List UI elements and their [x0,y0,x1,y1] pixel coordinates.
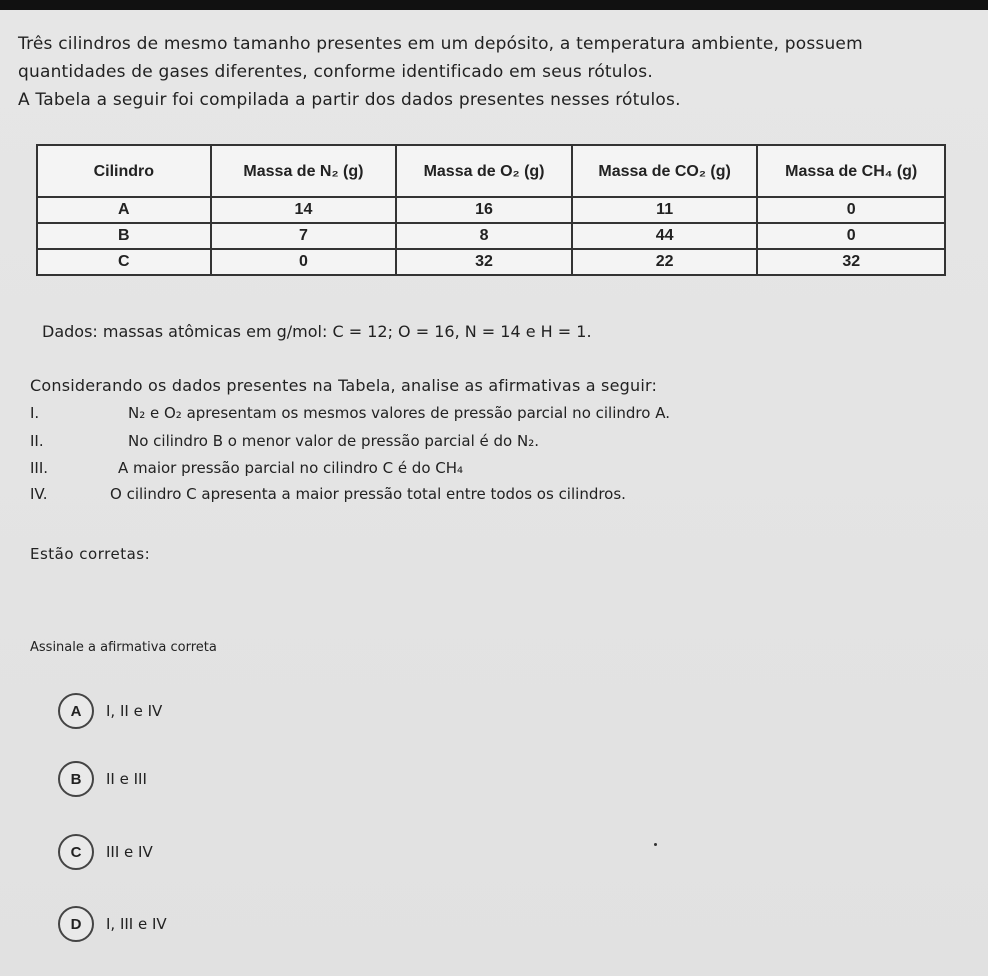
option-letter-d[interactable]: D [58,906,94,942]
table-cell: A [37,197,211,223]
header-co2: Massa de CO₂ (g) [572,145,758,197]
top-bezel [0,0,988,10]
statement-text: N₂ e O₂ apresentam os mesmos valores de pressão parcial no cilindro A. [128,404,670,422]
table-cell: 0 [757,223,945,249]
header-cilindro: Cilindro [37,145,211,197]
intro-line-2: quantidades de gases diferentes, conforme identificado em seus rótulos. [18,62,653,82]
header-o2: Massa de O₂ (g) [396,145,572,197]
table-cell: C [37,249,211,275]
table-cell: 14 [211,197,397,223]
intro-line-1: Três cilindros de mesmo tamanho presentes em um depósito, a temperatura ambiente, possuem [18,34,863,54]
statement-text: O cilindro C apresenta a maior pressão total entre todos os cilindros. [110,485,626,503]
table-header-row [37,145,945,197]
option-text-d[interactable]: I, III e IV [106,915,167,933]
header-n2: Massa de N₂ (g) [211,145,397,197]
table-cell: B [37,223,211,249]
table-cell: 16 [396,197,572,223]
option-text-b[interactable]: II e III [106,770,147,788]
statement-number: I. [30,404,40,422]
option-letter-a[interactable]: A [58,693,94,729]
statement-text: No cilindro B o menor valor de pressão parcial é do N₂. [128,432,539,450]
intro-line-3: A Tabela a seguir foi compilada a partir dos dados presentes nesses rótulos. [18,90,681,110]
table-row [37,197,945,223]
table-cell: 0 [211,249,397,275]
instruction: Assinale a afirmativa correta [30,640,217,655]
option-letter-b[interactable]: B [58,761,94,797]
table-cell: 8 [396,223,572,249]
option-letter-c[interactable]: C [58,834,94,870]
statement-text: A maior pressão parcial no cilindro C é do CH₄ [118,459,464,477]
table-cell: 32 [757,249,945,275]
option-text-a[interactable]: I, II e IV [106,702,163,720]
table-cell: 11 [572,197,758,223]
atomic-mass-data: Dados: massas atômicas em g/mol: C = 12; O = 16, N = 14 e H = 1. [42,322,592,341]
table-cell: 7 [211,223,397,249]
table-cell: 0 [757,197,945,223]
statement-number: III. [30,459,49,477]
statements-intro: Considerando os dados presentes na Tabela, analise as afirmativas a seguir: [30,376,658,395]
gas-mass-table [36,144,946,276]
statement-number: II. [30,432,44,450]
table-cell: 22 [572,249,758,275]
statement-number: IV. [30,485,48,503]
screen-speck [654,843,657,846]
option-text-c[interactable]: III e IV [106,843,153,861]
header-ch4: Massa de CH₄ (g) [757,145,945,197]
question-intro [18,30,968,114]
table-cell: 32 [396,249,572,275]
table-row [37,223,945,249]
table-cell: 44 [572,223,758,249]
table-row [37,249,945,275]
correct-prompt: Estão corretas: [30,545,151,563]
